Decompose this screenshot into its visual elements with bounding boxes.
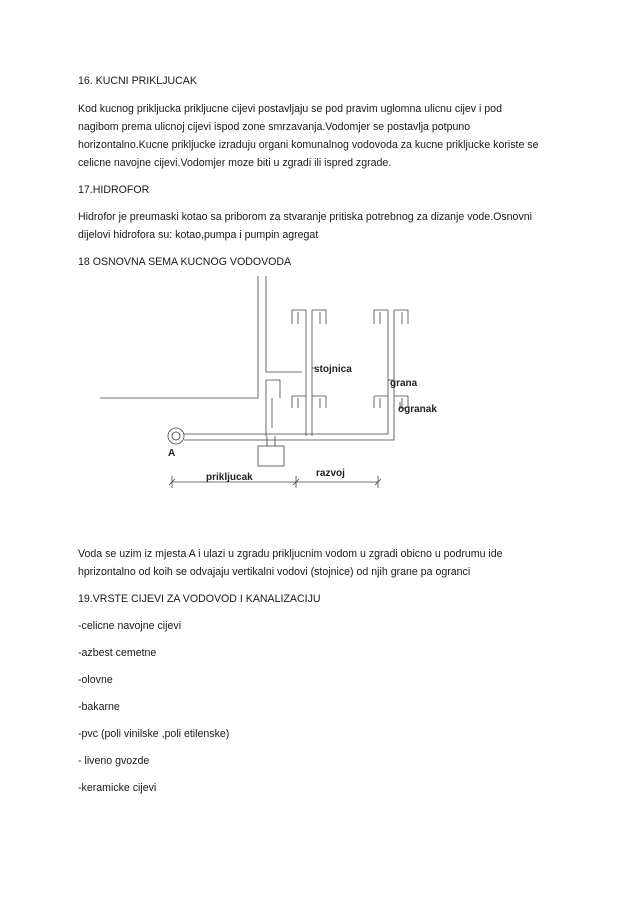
- pipe-type-item: -olovne: [78, 674, 113, 686]
- section-16-line: horizontalno.Kucne prikljucke izraduju organi komunalnog vodovoda za kucne prikljucke koriste se: [78, 139, 539, 151]
- pipe-type-item: -celicne navojne cijevi: [78, 620, 182, 632]
- pipe-type-item: -keramicke cijevi: [78, 782, 157, 794]
- label-razvoj: razvoj: [316, 468, 345, 479]
- fixture-mid-1b: [312, 396, 326, 408]
- fixture-top-1b: [312, 310, 326, 324]
- fixture-mid-1a: [292, 396, 306, 408]
- section-16-line: nagibom prema ulicnoj cijevi ispod zone smrzavanja.Vodomjer se postavlja potpuno: [78, 121, 471, 133]
- pipe-type-item: - liveno gvozde: [78, 755, 150, 767]
- label-ogranak: ogranak: [398, 404, 437, 415]
- ground-line: [100, 276, 258, 398]
- section-17-line: Hidrofor je preumaski kotao sa priborom za stvaranje pritiska potrebnog za dizanje vode.Osnovni: [78, 211, 532, 223]
- main-pipe-inner: [184, 310, 394, 440]
- label-stojnica: stojnica: [314, 364, 352, 375]
- section-16-heading: 16. KUCNI PRIKLJUCAK: [78, 75, 197, 87]
- point-a-outer: [168, 428, 184, 444]
- pipe-type-item: -bakarne: [78, 701, 120, 713]
- section-18-caption-line: hprizontalno od koih se odvajaju vertikalni vodovi (stojnice) od njih grane pa ogranci: [78, 566, 471, 578]
- section-17-line: dijelovi hidrofora su: kotao,pumpa i pumpin agregat: [78, 229, 319, 241]
- section-16-line: Kod kucnog prikljucka prikljucne cijevi postavljaju se pod pravim uglomna ulicnu cijev i pod: [78, 103, 502, 115]
- wall-step: [266, 380, 280, 398]
- meter-riser: [267, 436, 275, 446]
- fixture-top-1a: [292, 310, 306, 324]
- label-prikljucak: prikljucak: [206, 472, 253, 483]
- section-18-heading: 18 OSNOVNA SEMA KUCNOG VODOVODA: [78, 256, 292, 268]
- meter-box: [258, 446, 284, 466]
- section-16-line: celicne navojne cijevi.Vodomjer moze biti u zgradi ili ispred zgrade.: [78, 157, 392, 169]
- point-a-inner: [172, 432, 180, 440]
- section-18-caption-line: Voda se uzim iz mjesta A i ulazi u zgradu prikljucnim vodom u zgradi obicno u podrumu ide: [78, 548, 503, 560]
- pipe-type-item: -azbest cemetne: [78, 647, 157, 659]
- pipe-type-item: -pvc (poli vinilske ,poli etilenske): [78, 728, 230, 740]
- section-17-heading: 17.HIDROFOR: [78, 184, 150, 196]
- building-wall: [266, 276, 302, 372]
- fixture-top-2b: [394, 310, 408, 324]
- water-supply-diagram: [100, 268, 560, 498]
- label-grana: grana: [390, 378, 418, 389]
- section-19-heading: 19.VRSTE CIJEVI ZA VODOVOD I KANALIZACIJU: [78, 593, 321, 605]
- label-a: A: [168, 448, 176, 459]
- water-supply-schematic: [100, 268, 560, 498]
- fixture-mid-2a: [374, 396, 388, 408]
- fixture-top-2a: [374, 310, 388, 324]
